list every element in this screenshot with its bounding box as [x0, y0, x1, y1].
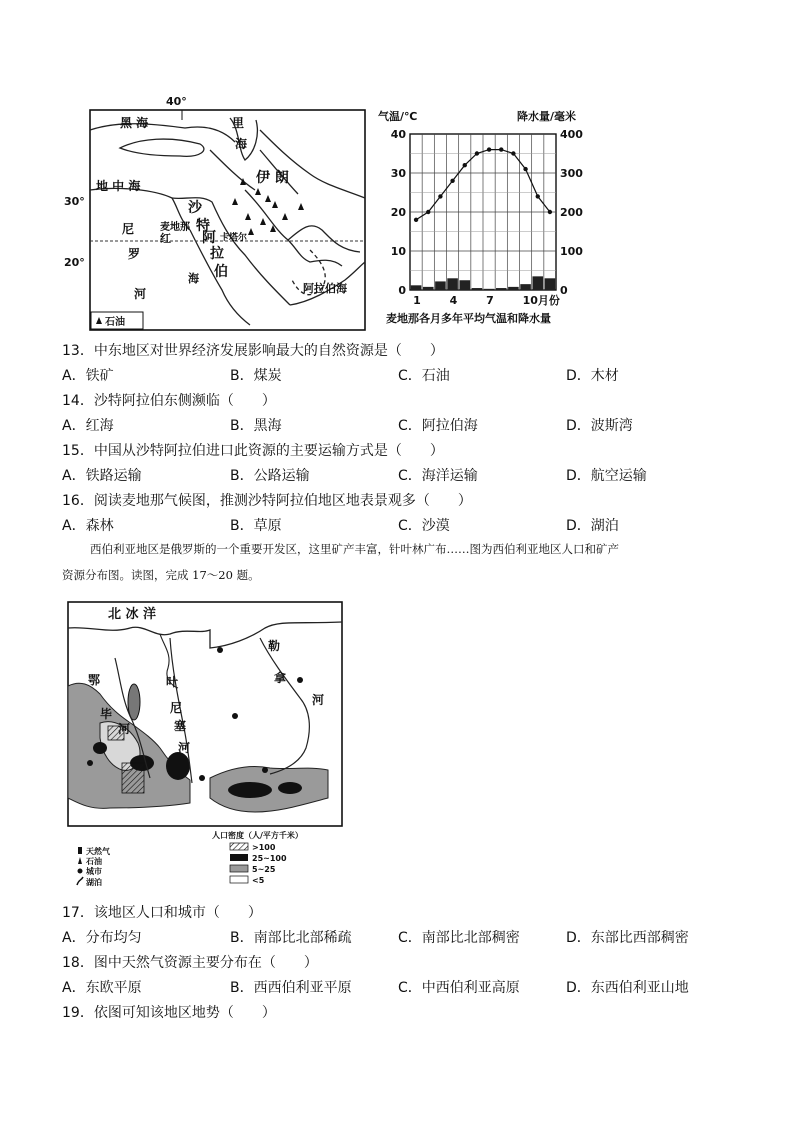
month-tick-1: 1 — [413, 294, 421, 307]
temp-tick-10: 10 — [390, 245, 406, 258]
q17-option-d[interactable]: D．东部比西部稠密 — [566, 930, 689, 946]
temp-tick-0: 0 — [398, 284, 406, 297]
lat-20-label: 20° — [64, 256, 85, 269]
nile-label-2: 罗 — [128, 247, 141, 261]
precip-bar-7 — [484, 289, 495, 290]
q13-option-c[interactable]: C．石油 — [398, 368, 450, 384]
temp-point-1 — [414, 218, 418, 222]
q13-option-b[interactable]: B．煤炭 — [230, 368, 282, 384]
saudi-label-2: 特 — [196, 218, 210, 234]
temp-point-10 — [523, 167, 527, 171]
q18-option-b[interactable]: B．西西伯利亚平原 — [230, 980, 352, 996]
question-19-stem: 19．依图可知该地区地势（ ） — [62, 1005, 276, 1021]
intro-line-1: 西伯利亚地区是俄罗斯的一个重要开发区，这里矿产丰富，针叶林广布……图为西伯利亚地区人口和矿产 — [90, 542, 619, 556]
medina-label: 麦地那 — [160, 222, 190, 233]
precip-bar-3 — [435, 281, 446, 290]
iran-label: 伊 朗 — [256, 170, 289, 186]
yenisei-label-4: 河 — [178, 741, 191, 755]
black-sea-label: 黑 海 — [120, 116, 149, 130]
q17-option-c[interactable]: C．南部比北部稠密 — [398, 930, 520, 946]
question-13-stem: 13．中东地区对世界经济发展影响最大的自然资源是（ ） — [62, 343, 444, 359]
precip-bar-8 — [496, 288, 507, 290]
yenisei-label-3: 塞 — [174, 719, 187, 733]
q18-option-c[interactable]: C．中西伯利亚高原 — [398, 980, 520, 996]
density-25-100-region — [166, 752, 190, 780]
lena-label-2: 拿 — [274, 671, 287, 685]
temp-tick-40: 40 — [390, 128, 406, 141]
ob-label-3: 河 — [118, 722, 131, 736]
temp-tick-30: 30 — [390, 167, 406, 180]
precip-bar-4 — [447, 278, 458, 290]
siberia-map — [60, 598, 345, 890]
precip-tick-200: 200 — [560, 206, 583, 219]
temp-point-9 — [511, 151, 515, 155]
density-legend-2: 25~100 — [252, 854, 287, 863]
oil-legend-label-2: 石油 — [86, 857, 102, 866]
q14-option-a[interactable]: A．红海 — [62, 418, 114, 434]
city-legend-label: 城市 — [86, 867, 102, 876]
arabian-sea-label: 阿拉伯海 — [303, 282, 347, 295]
lena-label-3: 河 — [312, 693, 325, 707]
ob-label-2: 毕 — [100, 707, 113, 721]
chart-caption: 麦地那各月多年平均气温和降水量 — [386, 312, 551, 325]
intro-line-2: 资源分布图。读图，完成 17～20 题。 — [62, 568, 260, 582]
month-tick-4: 4 — [449, 294, 458, 307]
saudi-label-1: 沙 — [188, 200, 202, 216]
precip-bar-10 — [520, 284, 531, 290]
temp-point-3 — [438, 194, 442, 198]
q13-option-a[interactable]: A．铁矿 — [62, 368, 114, 384]
gas-legend-icon — [78, 847, 82, 854]
caspian-label-1: 里 — [232, 116, 245, 130]
temp-point-8 — [499, 147, 503, 151]
density-legend-3: 5~25 — [252, 865, 276, 874]
precip-tick-300: 300 — [560, 167, 583, 180]
question-18-stem: 18．图中天然气资源主要分布在（ ） — [62, 955, 318, 971]
month-tick-7: 7 — [486, 294, 494, 307]
q15-option-d[interactable]: D．航空运输 — [566, 468, 647, 484]
precip-tick-400: 400 — [560, 128, 583, 141]
density-legend-1: >100 — [252, 843, 276, 852]
temp-point-4 — [450, 179, 454, 183]
temp-point-11 — [536, 194, 540, 198]
q14-option-c[interactable]: C．阿拉伯海 — [398, 418, 478, 434]
ob-label-1: 鄂 — [88, 673, 101, 687]
precip-bar-1 — [411, 285, 422, 290]
lena-label-1: 勒 — [268, 639, 281, 653]
q16-option-b[interactable]: B．草原 — [230, 518, 282, 534]
q16-option-d[interactable]: D．湖泊 — [566, 518, 619, 534]
density-legend-title: 人口密度（人/平方千米） — [212, 831, 303, 840]
precip-tick-100: 100 — [560, 245, 583, 258]
q16-option-c[interactable]: C．沙漠 — [398, 518, 450, 534]
precip-bar-11 — [532, 276, 543, 290]
question-16-stem: 16．阅读麦地那气候图，推测沙特阿拉伯地区地表景观多（ ） — [62, 493, 472, 509]
qatar-label: 卡塔尔 — [220, 233, 248, 243]
precip-bar-2 — [423, 287, 434, 290]
yenisei-label-2: 尼 — [170, 701, 183, 715]
climate-chart — [372, 104, 594, 326]
nile-label-1: 尼 — [122, 222, 135, 236]
q18-option-d[interactable]: D．东西伯利亚山地 — [566, 980, 689, 996]
q15-option-b[interactable]: B．公路运输 — [230, 468, 310, 484]
q18-option-a[interactable]: A．东欧平原 — [62, 980, 142, 996]
red-sea-label-2: 海 — [188, 272, 199, 285]
lake-legend-label: 湖泊 — [86, 878, 102, 887]
precip-bar-9 — [508, 287, 519, 290]
question-17-stem: 17．该地区人口和城市（ ） — [62, 905, 262, 921]
red-sea-label-1: 红 — [160, 232, 171, 245]
precip-bar-12 — [545, 278, 556, 290]
saudi-label-4: 拉 — [210, 246, 224, 262]
precip-bar-6 — [472, 288, 483, 290]
q14-option-b[interactable]: B．黑海 — [230, 418, 282, 434]
temp-point-7 — [487, 147, 491, 151]
q14-option-d[interactable]: D．波斯湾 — [566, 418, 633, 434]
temp-axis-title: 气温/℃ — [378, 110, 418, 123]
q17-option-a[interactable]: A．分布均匀 — [62, 930, 142, 946]
temp-point-2 — [426, 210, 430, 214]
q17-option-b[interactable]: B．南部比北部稀疏 — [230, 930, 352, 946]
middle-east-map — [60, 90, 370, 335]
temp-point-6 — [475, 151, 479, 155]
temp-point-5 — [463, 163, 467, 167]
q16-option-a[interactable]: A．森林 — [62, 518, 114, 534]
lake-legend-icon — [77, 877, 83, 885]
city-legend-icon — [78, 869, 83, 874]
yenisei-label-1: 叶 — [166, 675, 179, 689]
temp-tick-20: 20 — [390, 206, 406, 219]
saudi-label-5: 伯 — [214, 264, 228, 280]
question-15-stem: 15．中国从沙特阿拉伯进口此资源的主要运输方式是（ ） — [62, 443, 444, 459]
month-tick-10: 10月份 — [522, 294, 560, 307]
siberia-legend — [77, 830, 303, 887]
lat-30-label: 30° — [64, 195, 85, 208]
q13-option-d[interactable]: D．木材 — [566, 368, 619, 384]
precip-bar-5 — [459, 280, 470, 290]
arctic-ocean-label: 北 冰 洋 — [108, 607, 157, 622]
mediterranean-label: 地 中 海 — [96, 179, 141, 193]
oil-legend-label: 石油 — [105, 317, 125, 328]
precip-tick-0: 0 — [560, 284, 568, 297]
q15-option-a[interactable]: A．铁路运输 — [62, 468, 142, 484]
oil-legend-icon-2 — [78, 857, 82, 864]
gas-legend-label: 天然气 — [86, 847, 110, 856]
q15-option-c[interactable]: C．海洋运输 — [398, 468, 478, 484]
lat-40-label: 40° — [166, 95, 187, 108]
question-14-stem: 14．沙特阿拉伯东侧濒临（ ） — [62, 393, 276, 409]
density-over-100-region — [122, 763, 144, 793]
siberia-intro — [62, 536, 742, 588]
saudi-label-3: 阿 — [202, 230, 216, 246]
density-legend-4: <5 — [252, 876, 265, 885]
caspian-label-2: 海 — [235, 137, 248, 151]
temp-point-12 — [548, 210, 552, 214]
nile-label-3: 河 — [134, 287, 147, 301]
precip-axis-title: 降水量/毫米 — [517, 110, 577, 123]
